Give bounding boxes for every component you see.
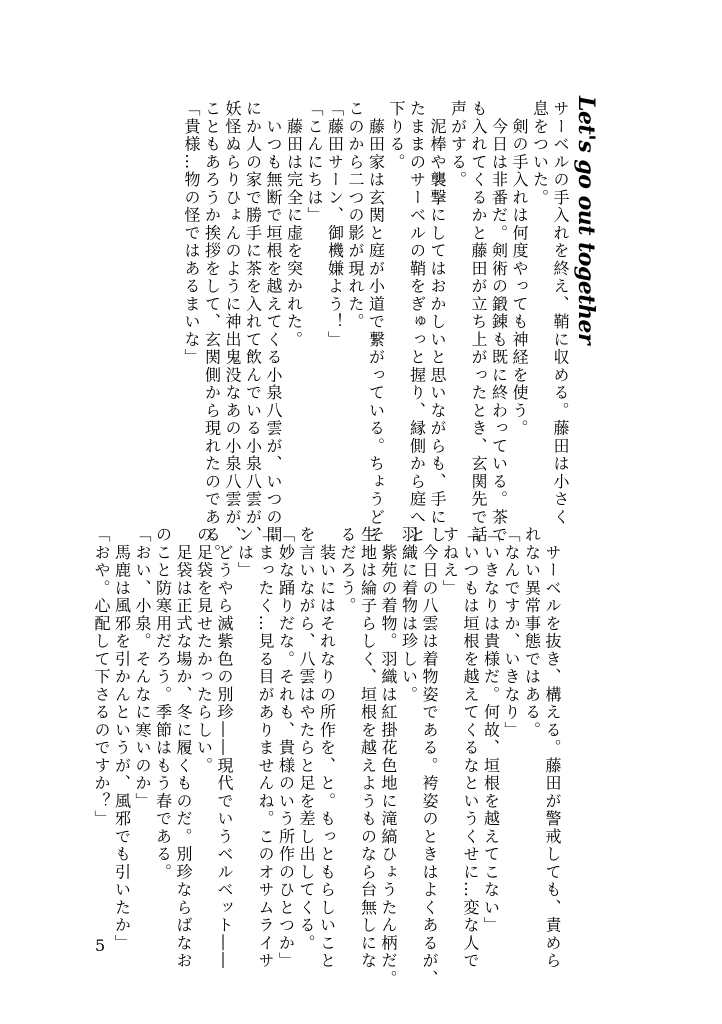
text-column: 声がする。 xyxy=(448,100,468,189)
text-column: サーベルの手入れを終え、鞘に収める。藤田は小さく xyxy=(551,100,570,526)
text-column: すねえ」 xyxy=(440,526,460,597)
text-column: 「なんですか、いきなり」 xyxy=(502,526,521,739)
text-column: どうやら滅紫色の別珍――現代でいうベルベット―― xyxy=(215,526,234,970)
text-column: 今日は非番だ。剣術の鍛錬も既に終わっている。茶で xyxy=(489,100,509,544)
text-column: こともあろうか挨拶をして、玄関側から現れたのである。 xyxy=(202,100,222,562)
text-column: 剣の手入れは何度やっても神経を使う。 xyxy=(510,100,529,438)
story-title: Let's go out together xyxy=(573,96,599,345)
text-column: 藤田は完全に虚を突かれた。 xyxy=(284,100,304,349)
text-column: 紫苑の着物。羽織は紅掛花色地に滝縞ひょうたん柄だ。 xyxy=(379,526,398,988)
text-column: のこと防寒用だろう。季節はもう春である。 xyxy=(153,526,173,881)
text-column: 息をついた。 xyxy=(530,100,550,207)
text-column: 羽織に着物は珍しい。 xyxy=(399,526,419,704)
text-column: 「いつもは垣根を越えてくるなというくせに…変な人で xyxy=(461,526,480,970)
bottom-text-block xyxy=(92,526,562,988)
text-column: も入れてくるかと藤田が立ち上がったとき、玄関先で話 xyxy=(469,100,488,544)
text-column: 装いにはそれなりの所作を、と。もっともらしいこと xyxy=(317,526,337,970)
text-column: 「おい、小泉。そんなに寒いのか」 xyxy=(133,526,152,810)
text-column: 生地は綸子らしく、垣根を越えようものなら台無しにな xyxy=(358,526,378,970)
text-column: いつも無断で垣根を越えてくる小泉八雲が、いつの間 xyxy=(264,100,283,544)
text-column: を言いながら、八雲はやたらと足を差し出してくる。 xyxy=(297,526,316,952)
text-column: 「貴様…物の怪ではあるまいな」 xyxy=(182,100,201,367)
text-column: サーベルを抜き、構える。藤田が警戒しても、責めら xyxy=(543,526,562,970)
text-column: 「おや。心配して下さるのですか？」 xyxy=(92,526,111,828)
text-column: 馬鹿は風邪を引かんというが、風邪でも引いたか」 xyxy=(112,526,132,952)
text-column: 今日の八雲は着物姿である。袴姿のときはよくあるが、 xyxy=(420,526,439,988)
text-column: 「まったく…見る目がありませんね。このオサムライサ xyxy=(256,526,275,970)
text-column: ンは」 xyxy=(235,526,255,580)
text-column: 「いきなりは貴様だ。何故、垣根を越えてこない」 xyxy=(481,526,501,935)
text-column: 藤田家は玄関と庭が小道で繋がっている。ちょうどそ xyxy=(366,100,386,544)
text-column: の足袋を見せたかったらしい。 xyxy=(194,526,214,775)
text-column: 「妙な踊りだな。それも、貴様のいう所作のひとつか」 xyxy=(276,526,296,970)
text-column: 泥棒や襲撃にしてはおかしいと思いながらも、手にし xyxy=(428,100,447,544)
text-column: このから二つの影が現れた。 xyxy=(346,100,365,331)
text-column: 「藤田サーン、御機嫌よう！」 xyxy=(325,100,345,349)
text-column: るだろう。 xyxy=(338,526,357,615)
text-column: 下りる。 xyxy=(387,100,406,171)
text-column: にか人の家で勝手に茶を入れて飲んでいる小泉八雲が、 xyxy=(243,100,263,544)
text-column: れない異常事態ではある。 xyxy=(522,526,542,739)
text-column: 妖怪ぬらりひょんのように神出鬼没なあの小泉八雲が、 xyxy=(223,100,242,544)
text-column: 「こんにちは」 xyxy=(305,100,324,225)
text-column: 足袋は正式な場か、冬に履くものだ。別珍ならばなお xyxy=(174,526,193,970)
text-column: たままのサーベルの鞘をぎゅっと握り、縁側から庭へと xyxy=(407,100,427,544)
page-number: 5 xyxy=(95,936,106,955)
